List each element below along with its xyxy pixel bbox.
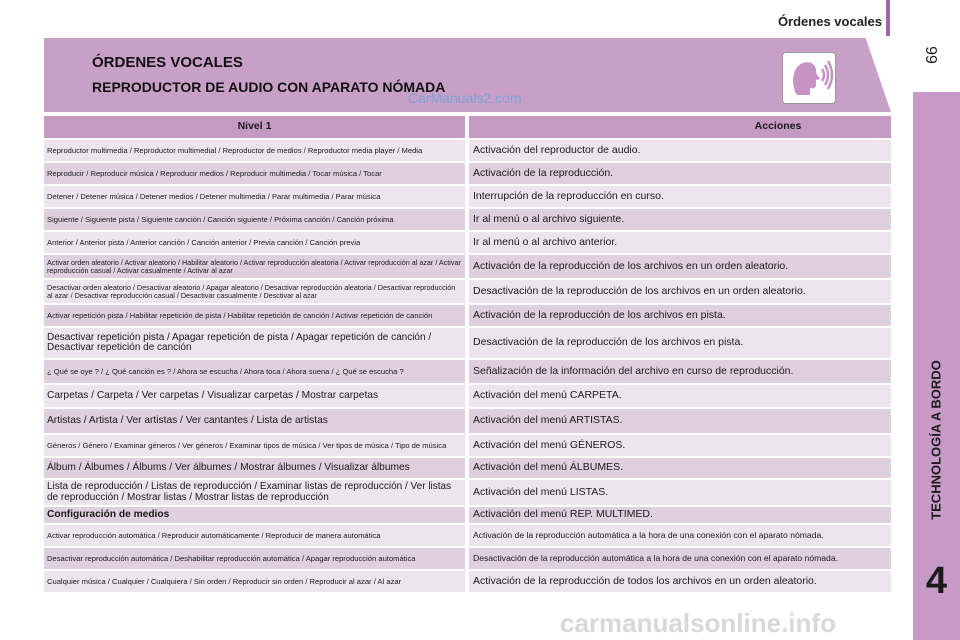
page-number: 99 [922,46,939,64]
chapter-title: TECHNOLOGÍA A BORDO [928,360,944,520]
action-cell: Activación del menú REP. MULTIMED. [469,507,891,523]
action-cell: Desactivación de la reproducción automática a la hora de una conexión con el aparato nómada. [469,548,891,569]
voice-command-icon [782,52,836,104]
table-row [44,140,891,161]
level-cell: Lista de reproducción / Listas de reproducción / Examinar listas de reproducción / Ver listas de reproducción / Mostrar listas / Mostrar listas de reproducción [44,480,465,505]
level-cell: Anterior / Anterior pista / Anterior canción / Canción anterior / Previa canción / Canción previa [44,232,465,253]
table-row [44,480,891,505]
chapter-number: 4 [925,560,948,602]
table-row [44,360,891,383]
level-cell: Desactivar repetición pista / Apagar repetición de pista / Apagar repetición de canción / Desactivar repetición de canción [44,328,465,358]
table-row [44,163,891,184]
level-cell: ¿ Qué se oye ? / ¿ Qué canción es ? / Ahora se escucha / Ahora toca / Ahora suena / ¿ Qué se escucha ? [44,360,465,383]
table-row [44,186,891,207]
level-cell: Álbum / Álbumes / Álbums / Ver álbumes / Mostrar álbumes / Visualizar álbumes [44,458,465,478]
section-title: Órdenes vocales [777,14,882,29]
action-cell: Activación de la reproducción automática a la hora de una conexión con el aparato nómada. [469,525,891,546]
level-cell: Desactivar reproducción automática / Deshabilitar reproducción automática / Apagar reproducción automática [44,548,465,569]
level-cell: Reproductor multimedia / Reproductor multimedial / Reproductor de medios / Reproductor media player / Media [44,140,465,161]
level-cell: Reproducir / Reproducir música / Reproducir medios / Reproducir multimedia / Tocar música / Tocar [44,163,465,184]
header-cell-actions: Acciones [469,116,891,138]
action-cell: Activación de la reproducción de los archivos en pista. [469,305,891,326]
level-cell: Carpetas / Carpeta / Ver carpetas / Visualizar carpetas / Mostrar carpetas [44,385,465,407]
action-cell: Ir al menú o al archivo siguiente. [469,209,891,230]
level-cell: Artistas / Artista / Ver artistas / Ver cantantes / Lista de artistas [44,409,465,433]
level-cell: Detener / Detener música / Detener medios / Detener multimedia / Parar multimedia / Parar música [44,186,465,207]
action-cell: Activación del menú ARTISTAS. [469,409,891,433]
action-cell: Interrupción de la reproducción en curso. [469,186,891,207]
level-cell: Configuración de medios [44,507,465,523]
level-cell: Cualquier música / Cualquier / Cualquiera / Sin orden / Reproducir sin orden / Reproducir al azar / Al azar [44,571,465,592]
action-cell: Activación de la reproducción. [469,163,891,184]
action-cell: Activación de la reproducción de todos los archivos en un orden aleatorio. [469,571,891,592]
table-row [44,458,891,478]
action-cell: Activación del menú ÁLBUMES. [469,458,891,478]
level-cell: Siguiente / Siguiente pista / Siguiente canción / Canción siguiente / Próxima canción / Canción próxima [44,209,465,230]
table-row [44,232,891,253]
action-cell: Activación del menú CARPETA. [469,385,891,407]
action-cell: Señalización de la información del archivo en curso de reproducción. [469,360,891,383]
header-cell-level: Nivel 1 [44,116,465,138]
level-cell: Activar reproducción automática / Reproducir automáticamente / Reproducir de manera automática [44,525,465,546]
table-header-row [44,116,891,138]
footer-watermark: carmanualsonline.info [560,608,836,638]
action-cell: Activación de la reproducción de los archivos en un orden aleatorio. [469,255,891,278]
action-cell: Activación del menú GÉNEROS. [469,435,891,456]
level-cell: Activar orden aleatorio / Activar aleatorio / Habilitar aleatorio / Activar reproducción aleatoria / Activar reproducción al azar / Activar reproducción casual / Activar casualmente / Activar al azar [44,255,465,278]
table-row [44,280,891,303]
table-row [44,548,891,569]
table-row [44,255,891,278]
level-cell: Activar repetición pista / Habilitar repetición de pista / Habilitar repetición de canción / Activar repetición de canción [44,305,465,326]
table-row [44,571,891,592]
level-cell: Géneros / Género / Examinar géneros / Ver géneros / Examinar tipos de música / Ver tipos de música / Tipo de música [44,435,465,456]
table-row [44,525,891,546]
banner-watermark: CarManuals2.com [408,90,522,106]
level-cell: Desactivar orden aleatorio / Desactivar aleatorio / Apagar aleatorio / Desactivar reproducción aleatoria / Desactivar reproducción al azar / Desactivar reproducción casual / Desactivar casualmente / Desctivar al azar [44,280,465,303]
table-row [44,507,891,523]
table-row [44,209,891,230]
action-cell: Ir al menú o al archivo anterior. [469,232,891,253]
table-row [44,435,891,456]
table-row [44,328,891,358]
banner-subtitle: REPRODUCTOR DE AUDIO CON APARATO NÓMADA [92,79,446,95]
header-accent-bar [886,0,890,36]
action-cell: Desactivación de la reproducción de los archivos en un orden aleatorio. [469,280,891,303]
action-cell: Activación del menú LISTAS. [469,480,891,505]
action-cell: Desactivación de la reproducción de los archivos en pista. [469,328,891,358]
banner-title: ÓRDENES VOCALES [92,54,243,71]
table-row [44,385,891,407]
table-row [44,305,891,326]
voice-commands-table [44,116,891,594]
table-row [44,409,891,433]
action-cell: Activación del reproductor de audio. [469,140,891,161]
